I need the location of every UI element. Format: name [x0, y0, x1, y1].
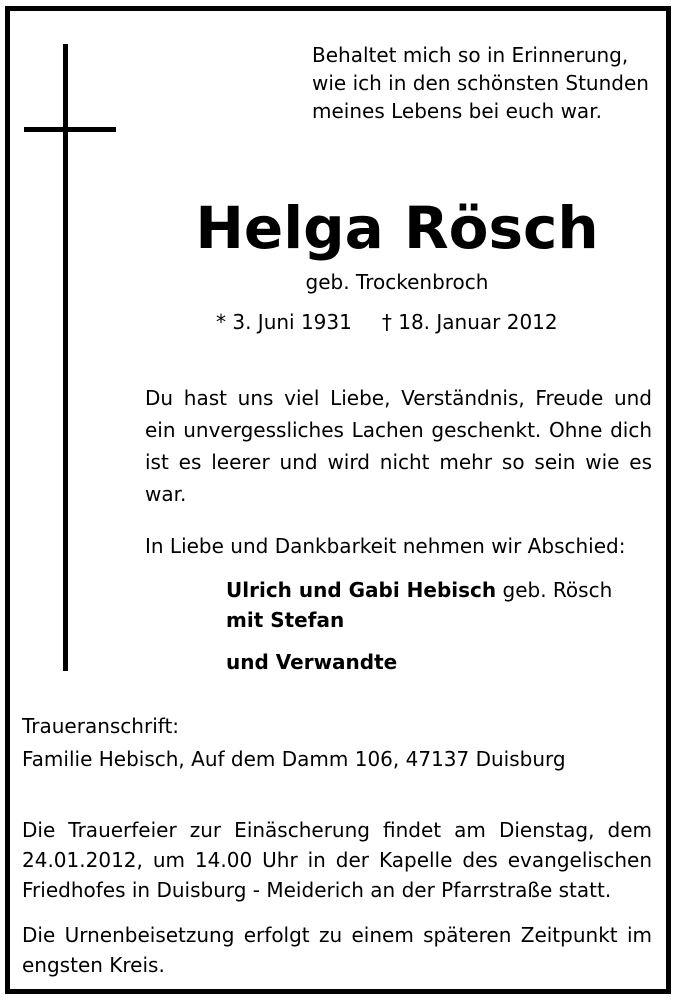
cross-icon-bar [24, 127, 116, 132]
signer-line [226, 576, 612, 604]
signer-names: Ulrich und Gabi Hebisch [226, 578, 497, 602]
urn-burial-info: Die Urnenbeisetzung erfolgt zu einem späteren Zeitpunkt im engsten Kreis. [22, 923, 652, 977]
life-dates [216, 308, 558, 336]
tribute-text: Du hast uns viel Liebe, Verständnis, Freude und ein unvergessliches Lachen geschenkt. Ohne dich ist es leerer und wird nicht mehr so sein wie es war. [145, 386, 652, 506]
cross-icon [63, 44, 68, 671]
signer-maiden: geb. Rösch [496, 578, 613, 602]
address-label: Traueranschrift: [22, 714, 180, 738]
signer-line: mit Stefan [226, 608, 345, 632]
maiden-name: geb. Trockenbroch [305, 270, 489, 294]
quote-line: wie ich in den schönsten Stunden [312, 71, 649, 95]
deceased-name: Helga Rösch [195, 194, 599, 262]
farewell-line: In Liebe und Dankbarkeit nehmen wir Abschied: [145, 534, 626, 558]
mourning-address: Familie Hebisch, Auf dem Damm 106, 47137 Duisburg [22, 747, 566, 771]
memorial-quote [312, 41, 649, 125]
death-date: † 18. Januar 2012 [381, 310, 558, 334]
quote-line: Behaltet mich so in Erinnerung, [312, 43, 629, 67]
birth-date: * 3. Juni 1931 [216, 310, 352, 334]
signer-line: und Verwandte [226, 650, 398, 674]
quote-line: meines Lebens bei euch war. [312, 99, 602, 123]
ceremony-info: Die Trauerfeier zur Einäscherung findet am Dienstag, dem 24.01.2012, um 14.00 Uhr in der Kapelle des evangelischen Friedhofes in Duisburg - Meiderich an der Pfarrstraße statt. [22, 818, 652, 902]
